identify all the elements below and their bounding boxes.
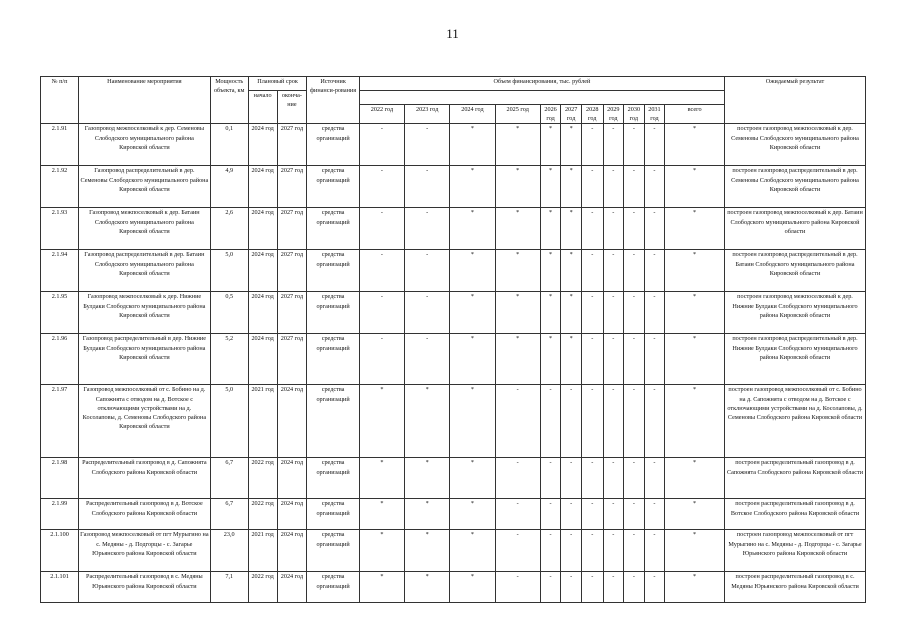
row-year-value: * — [450, 292, 495, 334]
row-result: построен газопровод межпоселковый к дер. Батаин Слободского муниципального района Кировской области — [725, 208, 866, 250]
table-row — [41, 458, 866, 499]
header-total: всего — [665, 105, 725, 124]
table-row — [41, 385, 866, 458]
row-year-value: - — [561, 530, 582, 572]
row-year-value: - — [603, 250, 624, 292]
row-capacity: 7,1 — [210, 572, 248, 603]
row-year-value: - — [540, 499, 561, 530]
row-name: Газопровод межпоселковый от с. Бобино на д. Сапожнята с отводом на д. Вотское с отключающими устройствами на д. Косолаповы, д. Семеновы Слободского района Кировской области — [79, 385, 211, 458]
row-name: Газопровод межпоселковый к дер. Батаин Слободского муниципального района Кировской области — [79, 208, 211, 250]
table-row — [41, 124, 866, 166]
row-end: 2027 год — [277, 124, 307, 166]
header-year: 2027 год — [561, 105, 582, 124]
row-year-value: * — [450, 530, 495, 572]
row-year-value: * — [540, 208, 561, 250]
row-year-value: - — [405, 124, 450, 166]
row-end: 2027 год — [277, 334, 307, 385]
row-source: средства организаций — [307, 499, 359, 530]
row-capacity: 0,5 — [210, 292, 248, 334]
row-start: 2024 год — [248, 292, 277, 334]
row-total: * — [665, 385, 725, 458]
row-year-value: * — [359, 572, 404, 603]
row-year-value: - — [581, 458, 603, 499]
row-year-value: - — [624, 385, 645, 458]
row-result: построен газопровод межпоселковый от с. Бобино на д. Сапожнята с отводом на д. Вотское с отключающими устройствами на д. Косолаповы, д. Семеновы Слободского района Кировской области — [725, 385, 866, 458]
row-total: * — [665, 458, 725, 499]
row-year-value: - — [581, 385, 603, 458]
row-year-value: - — [540, 530, 561, 572]
row-year-value: - — [624, 530, 645, 572]
row-source: средства организаций — [307, 208, 359, 250]
row-name: Газопровод распределительный в дер. Семеновы Слободского муниципального района Кировской области — [79, 166, 211, 208]
row-number: 2.1.95 — [41, 292, 79, 334]
row-year-value: - — [624, 458, 645, 499]
row-year-value: * — [561, 208, 582, 250]
row-result: построен распределительный газопровод в д. Вотское Слободского района Кировской области — [725, 499, 866, 530]
row-end: 2027 год — [277, 166, 307, 208]
header-year: 2026 год — [540, 105, 561, 124]
header-year: 2022 год — [359, 105, 404, 124]
row-year-value: * — [405, 530, 450, 572]
row-year-value: - — [359, 250, 404, 292]
row-year-value: * — [561, 124, 582, 166]
row-year-value: * — [561, 250, 582, 292]
row-year-value: - — [561, 499, 582, 530]
row-capacity: 2,6 — [210, 208, 248, 250]
row-year-value: * — [359, 385, 404, 458]
row-total: * — [665, 334, 725, 385]
table-row — [41, 572, 866, 603]
row-year-value: - — [603, 499, 624, 530]
row-end: 2024 год — [277, 385, 307, 458]
row-year-value: - — [359, 208, 404, 250]
row-year-value: - — [581, 334, 603, 385]
row-source: средства организаций — [307, 572, 359, 603]
row-year-value: * — [450, 458, 495, 499]
row-year-value: - — [359, 166, 404, 208]
header-year: 2028 год — [581, 105, 603, 124]
row-end: 2024 год — [277, 499, 307, 530]
header-name: Наименование мероприятия — [79, 77, 211, 124]
row-year-value: - — [359, 124, 404, 166]
row-year-value: * — [450, 208, 495, 250]
row-capacity: 4,9 — [210, 166, 248, 208]
row-start: 2022 год — [248, 458, 277, 499]
row-year-value: - — [624, 208, 645, 250]
row-year-value: - — [581, 530, 603, 572]
row-year-value: - — [405, 166, 450, 208]
row-year-value: - — [495, 499, 540, 530]
row-year-value: - — [624, 334, 645, 385]
row-capacity: 5,2 — [210, 334, 248, 385]
row-year-value: - — [495, 530, 540, 572]
row-year-value: - — [495, 385, 540, 458]
row-capacity: 6,7 — [210, 499, 248, 530]
row-year-value: - — [581, 572, 603, 603]
row-capacity: 23,0 — [210, 530, 248, 572]
row-start: 2024 год — [248, 334, 277, 385]
row-end: 2024 год — [277, 530, 307, 572]
row-year-value: - — [561, 385, 582, 458]
row-year-value: - — [644, 572, 665, 603]
row-year-value: - — [581, 292, 603, 334]
row-total: * — [665, 166, 725, 208]
row-start: 2022 год — [248, 572, 277, 603]
header-plan-term: Плановый срок — [248, 77, 307, 91]
row-year-value: * — [495, 208, 540, 250]
row-year-value: - — [405, 292, 450, 334]
row-year-value: * — [495, 292, 540, 334]
row-end: 2027 год — [277, 292, 307, 334]
row-year-value: * — [450, 124, 495, 166]
table-row — [41, 292, 866, 334]
row-end: 2027 год — [277, 208, 307, 250]
row-year-value: * — [405, 499, 450, 530]
row-name: Распределительный газопровод в с. Медяны Юрьянского района Кировской области — [79, 572, 211, 603]
row-source: средства организаций — [307, 124, 359, 166]
row-source: средства организаций — [307, 530, 359, 572]
page-number: 11 — [446, 26, 459, 41]
header-num: № п/п — [41, 77, 79, 124]
row-start: 2024 год — [248, 250, 277, 292]
row-number: 2.1.94 — [41, 250, 79, 292]
row-result: построен газопровод распределительный в дер. Батаин Слободского муниципального района Кировской области — [725, 250, 866, 292]
row-year-value: - — [603, 208, 624, 250]
row-total: * — [665, 530, 725, 572]
row-year-value: - — [644, 250, 665, 292]
row-year-value: - — [581, 124, 603, 166]
row-year-value: * — [450, 572, 495, 603]
row-year-value: * — [450, 166, 495, 208]
funding-table — [40, 76, 866, 603]
row-year-value: - — [540, 458, 561, 499]
row-year-value: - — [540, 572, 561, 603]
header-source: Источник финанси-рования — [307, 77, 359, 124]
row-year-value: - — [624, 292, 645, 334]
row-number: 2.1.92 — [41, 166, 79, 208]
row-number: 2.1.100 — [41, 530, 79, 572]
table-row — [41, 166, 866, 208]
row-year-value: * — [359, 530, 404, 572]
row-year-value: * — [495, 250, 540, 292]
row-number: 2.1.93 — [41, 208, 79, 250]
row-total: * — [665, 572, 725, 603]
table-row — [41, 250, 866, 292]
table-body — [41, 124, 866, 603]
header-year: 2025 год — [495, 105, 540, 124]
header-year: 2029 год — [603, 105, 624, 124]
row-year-value: - — [359, 292, 404, 334]
row-year-value: - — [405, 208, 450, 250]
header-year: 2031 год — [644, 105, 665, 124]
row-year-value: - — [603, 385, 624, 458]
row-year-value: - — [644, 385, 665, 458]
row-result: построен распределительный газопровод в с. Медяны Юрьянского района Кировской области — [725, 572, 866, 603]
row-year-value: * — [540, 292, 561, 334]
row-name: Газопровод межпоселковый от пгт Мурыгино на с. Медяны - д. Подгорцы - с. Загарье Юрьянского района Кировской области — [79, 530, 211, 572]
row-year-value: - — [561, 458, 582, 499]
header-year: 2024 год — [450, 105, 495, 124]
row-result: построен газопровод распределительный в дер. Семеновы Слободского муниципального района Кировской области — [725, 166, 866, 208]
row-number: 2.1.98 — [41, 458, 79, 499]
row-year-value: - — [644, 499, 665, 530]
row-total: * — [665, 124, 725, 166]
row-start: 2021 год — [248, 530, 277, 572]
row-year-value: - — [624, 166, 645, 208]
row-number: 2.1.96 — [41, 334, 79, 385]
row-number: 2.1.97 — [41, 385, 79, 458]
row-source: средства организаций — [307, 166, 359, 208]
row-year-value: * — [359, 458, 404, 499]
row-capacity: 0,1 — [210, 124, 248, 166]
row-year-value: - — [603, 124, 624, 166]
row-year-value: * — [450, 250, 495, 292]
row-year-value: * — [495, 166, 540, 208]
row-start: 2021 год — [248, 385, 277, 458]
row-end: 2027 год — [277, 250, 307, 292]
row-capacity: 5,0 — [210, 385, 248, 458]
row-number: 2.1.91 — [41, 124, 79, 166]
row-year-value: * — [540, 334, 561, 385]
row-year-value: - — [405, 250, 450, 292]
row-capacity: 6,7 — [210, 458, 248, 499]
row-year-value: - — [603, 572, 624, 603]
row-year-value: - — [603, 292, 624, 334]
row-result: построен газопровод межпоселковый к дер. Нижние Булдаки Слободского муниципального района Кировской области — [725, 292, 866, 334]
row-year-value: - — [624, 572, 645, 603]
row-start: 2024 год — [248, 166, 277, 208]
row-name: Газопровод распределительный в дер. Нижние Булдаки Слободского муниципального района Кировской области — [79, 334, 211, 385]
row-name: Газопровод межпоселковый к дер. Нижние Булдаки Слободского муниципального района Кировской области — [79, 292, 211, 334]
row-start: 2022 год — [248, 499, 277, 530]
header-start: начало — [248, 91, 277, 124]
row-source: средства организаций — [307, 385, 359, 458]
row-start: 2024 год — [248, 208, 277, 250]
row-year-value: - — [644, 166, 665, 208]
row-year-value: - — [624, 124, 645, 166]
row-year-value: - — [624, 250, 645, 292]
row-year-value: - — [603, 530, 624, 572]
row-source: средства организаций — [307, 292, 359, 334]
row-source: средства организаций — [307, 458, 359, 499]
table-header — [41, 77, 866, 124]
row-year-value: - — [624, 499, 645, 530]
row-year-value: * — [540, 166, 561, 208]
row-year-value: - — [644, 530, 665, 572]
row-result: построен газопровод межпоселковый от пгт Мурыгино на с. Медяны - д. Подгорцы - с. Загарье Юрьянского района Кировской области — [725, 530, 866, 572]
header-funding-spacer — [359, 91, 724, 105]
row-end: 2024 год — [277, 458, 307, 499]
header-result: Ожидаемый результат — [725, 77, 866, 124]
table-row — [41, 334, 866, 385]
row-year-value: - — [495, 572, 540, 603]
row-start: 2024 год — [248, 124, 277, 166]
row-year-value: * — [561, 166, 582, 208]
row-year-value: * — [561, 292, 582, 334]
table-row — [41, 499, 866, 530]
row-year-value: - — [603, 458, 624, 499]
row-year-value: * — [561, 334, 582, 385]
header-year: 2030 год — [624, 105, 645, 124]
row-year-value: * — [405, 458, 450, 499]
row-year-value: * — [359, 499, 404, 530]
row-capacity: 5,0 — [210, 250, 248, 292]
row-year-value: - — [581, 208, 603, 250]
row-name: Распределительный газопровод в д. Вотское Слободского района Кировской области — [79, 499, 211, 530]
row-year-value: * — [450, 499, 495, 530]
row-year-value: - — [495, 458, 540, 499]
row-total: * — [665, 499, 725, 530]
row-year-value: - — [644, 334, 665, 385]
row-year-value: * — [450, 334, 495, 385]
header-end: оконча-ние — [277, 91, 307, 124]
row-year-value: - — [603, 334, 624, 385]
row-year-value: - — [644, 292, 665, 334]
header-capacity: Мощность объекта, км — [210, 77, 248, 124]
row-year-value: - — [359, 334, 404, 385]
row-year-value: * — [450, 385, 495, 458]
row-year-value: - — [540, 385, 561, 458]
row-result: построен газопровод распределительный в дер. Нижние Булдаки Слободского муниципального района Кировской области — [725, 334, 866, 385]
row-name: Распределительный газопровод в д. Сапожнята Слободского района Кировской области — [79, 458, 211, 499]
header-year: 2023 год — [405, 105, 450, 124]
table-row — [41, 208, 866, 250]
row-total: * — [665, 250, 725, 292]
row-year-value: - — [581, 166, 603, 208]
row-year-value: * — [495, 334, 540, 385]
row-year-value: * — [405, 385, 450, 458]
row-number: 2.1.101 — [41, 572, 79, 603]
row-total: * — [665, 292, 725, 334]
row-year-value: - — [405, 334, 450, 385]
row-year-value: - — [603, 166, 624, 208]
row-number: 2.1.99 — [41, 499, 79, 530]
row-year-value: - — [644, 124, 665, 166]
row-name: Газопровод межпоселковый к дер. Семеновы Слободского муниципального района Кировской области — [79, 124, 211, 166]
row-year-value: * — [540, 250, 561, 292]
row-source: средства организаций — [307, 250, 359, 292]
row-result: построен распределительный газопровод в д. Сапожнята Слободского района Кировской области — [725, 458, 866, 499]
row-year-value: * — [495, 124, 540, 166]
row-source: средства организаций — [307, 334, 359, 385]
row-end: 2024 год — [277, 572, 307, 603]
row-total: * — [665, 208, 725, 250]
row-year-value: - — [581, 499, 603, 530]
row-year-value: - — [644, 208, 665, 250]
row-name: Газопровод распределительный в дер. Батаин Слободского муниципального района Кировской области — [79, 250, 211, 292]
header-funding: Объем финансирования, тыс. рублей — [359, 77, 724, 91]
row-year-value: * — [540, 124, 561, 166]
row-year-value: - — [644, 458, 665, 499]
row-year-value: - — [561, 572, 582, 603]
row-year-value: - — [581, 250, 603, 292]
row-year-value: * — [405, 572, 450, 603]
table-row — [41, 530, 866, 572]
row-result: построен газопровод межпоселковый к дер. Семеновы Слободского муниципального района Кировской области — [725, 124, 866, 166]
